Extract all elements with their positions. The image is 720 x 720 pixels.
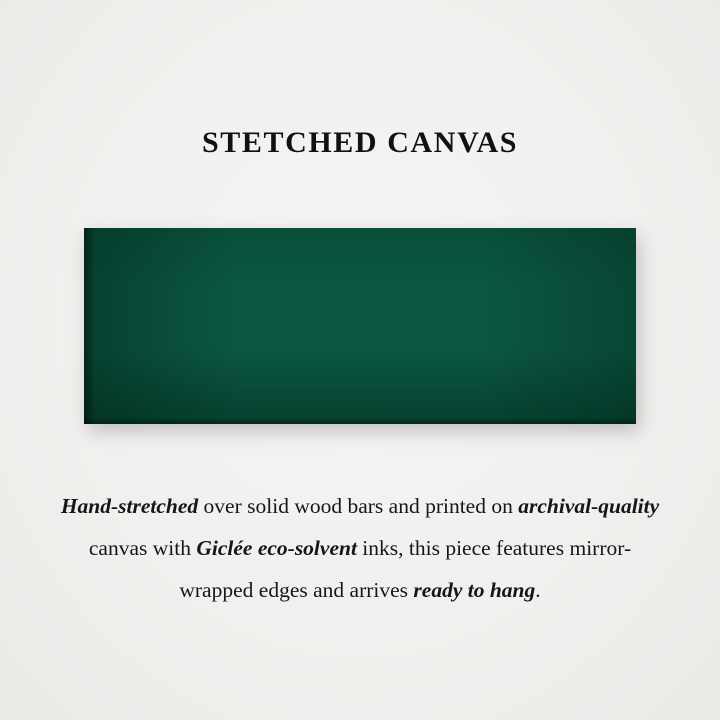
description-emphasis-hand-stretched: Hand-stretched — [60, 494, 199, 518]
product-description — [60, 485, 660, 611]
description-text-5: arrives — [349, 578, 414, 602]
description-text-3: canvas with — [88, 536, 197, 560]
description-emphasis-archival-quality: archival-quality — [518, 494, 660, 518]
description-text-2: on — [491, 494, 519, 518]
description-text-4: inks, this piece features mirror-wrapped edges and — [179, 536, 632, 602]
page-title: STETCHED CANVAS — [201, 126, 519, 159]
description-emphasis-ready-to-hang: ready to hang — [413, 578, 536, 602]
canvas-left-wrapped-edge — [84, 228, 93, 424]
canvas-bottom-wrapped-edge — [84, 419, 636, 424]
description-text-6: . — [535, 578, 541, 602]
description-text-1: over solid wood bars and printed — [198, 494, 486, 518]
canvas-artwork — [84, 228, 636, 424]
canvas-print-face — [84, 228, 636, 424]
description-emphasis-giclee: Giclée eco-solvent — [196, 536, 357, 560]
